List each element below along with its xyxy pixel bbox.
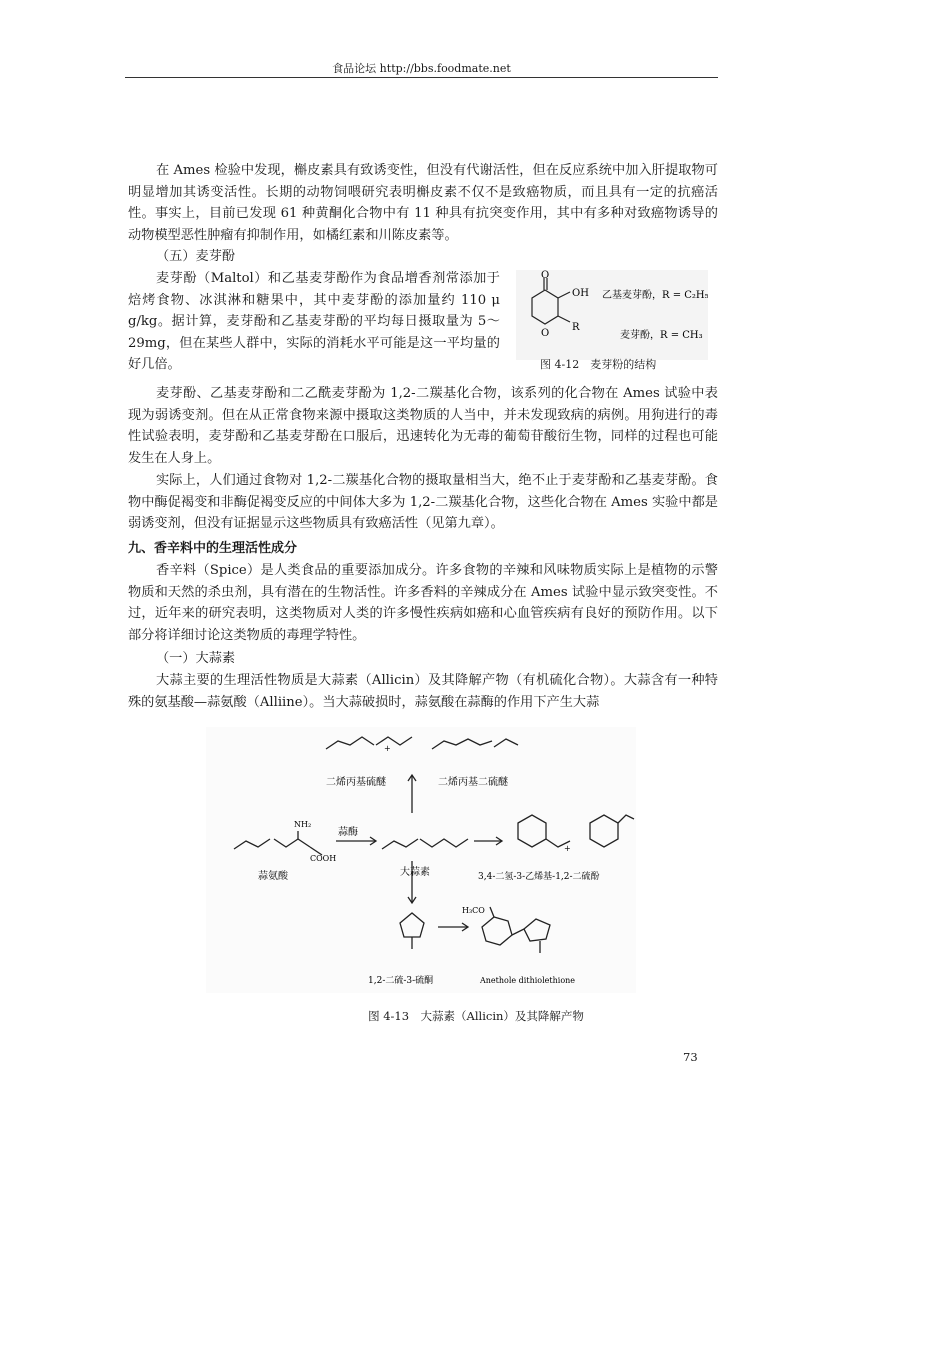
atom-ring-o: O xyxy=(541,328,550,339)
paragraph-maltol-intro: 麦芽酚（Maltol）和乙基麦芽酚作为食品增香剂常添加于焙烤食物、冰淇淋和糖果中，其中麦芽酚的添加量约 110 μ g/kg。据计算，麦芽酚和乙基麦芽酚的平均每日摄取量为 5～29mg，但在某些人群中，实际的消耗水平可能是这一平均量的好几倍。 xyxy=(128,271,500,372)
label-diallyl-sulfide: 二烯丙基硫醚 xyxy=(326,777,386,788)
heading-garlic: （一）大蒜素 xyxy=(156,651,236,666)
paragraph-quercetin: 在 Ames 检验中发现，槲皮素具有致诱变性，但没有代谢活性，但在反应系统中加入肝提取物可明显增加其诱变活性。长期的动物饲喂研究表明槲皮素不仅不是致癌物质，而且具有一定的抗癌活性。事实上，目前已发现 61 种黄酮化合物中有 11 种具有抗突变作用，其中有多种对致癌物诱导的动物模型恶性肿瘤有抑制作用，如橘红素和川陈皮素等。 xyxy=(128,163,718,243)
figure-4-13-caption: 图 4-13 大蒜素（Allicin）及其降解产物 xyxy=(368,1009,584,1023)
paragraph-dicarbonyl: 实际上，人们通过食物对 1,2-二羰基化合物的摄取量相当大，绝不止于麦芽酚和乙基麦芽酚。食物中酶促褐变和非酶促褐变反应的中间体大多为 1,2-二羰基化合物，这些化合物在 Ames 实验中都是弱诱变剂，但没有证据显示这些物质具有致癌活性（见第九章）。 xyxy=(128,473,718,531)
header-rule xyxy=(125,77,718,78)
label-alliin: 蒜氨酸 xyxy=(258,871,288,882)
heading-maltol: （五）麦芽酚 xyxy=(156,249,236,264)
paragraph-garlic: 大蒜主要的生理活性物质是大蒜素（Allicin）及其降解产物（有机硫化合物）。大蒜含有一种特殊的氨基酸—蒜氨酸（Alliine）。当大蒜破损时，蒜氨酸在蒜酶的作用下产生大蒜 xyxy=(128,673,718,710)
label-anethole-dithiolethione: Anethole dithiolethione xyxy=(480,976,576,985)
plus-sign-1: + xyxy=(384,744,391,753)
paragraph-maltol-ames: 麦芽酚、乙基麦芽酚和二乙酰麦芽酚为 1,2-二羰基化合物，该系列的化合物在 Ames 试验中表现为弱诱变剂。但在从正常食物来源中摄取这类物质的人当中，并未发现致病的病例。用狗进行的毒性试验表明，麦芽酚和乙基麦芽酚在口服后，迅速转化为无毒的葡萄苷酸衍生物，同样的过程也可能发生在人身上。 xyxy=(128,386,718,466)
atom-oh: OH xyxy=(572,288,589,299)
page-number: 73 xyxy=(683,1050,698,1064)
label-allicin: 大蒜素 xyxy=(400,867,430,878)
page-header: 食品论坛 http://bbs.foodmate.net xyxy=(332,62,511,75)
atom-h3co: H₃CO xyxy=(462,906,485,915)
plus-sign-2: + xyxy=(564,844,571,853)
heading-spice: 九、香辛料中的生理活性成分 xyxy=(128,541,298,556)
label-enzyme: 蒜酶 xyxy=(338,827,358,838)
atom-nh2: NH₂ xyxy=(294,820,312,829)
figure-allicin-degradation xyxy=(206,727,636,993)
label-diallyl-disulfide: 二烯丙基二硫醚 xyxy=(438,777,508,788)
label-dithiole-thione: 1,2-二硫-3-硫酮 xyxy=(368,976,434,986)
label-maltol: 麦芽酚，R = CH₃ xyxy=(620,330,703,341)
paragraph-spice: 香辛料（Spice）是人类食品的重要添加成分。许多食物的辛辣和风味物质实际上是植物的示警物质和天然的杀虫剂，具有潜在的生物活性。许多香料的辛辣成分在 Ames 试验中显示致突变性。不过，近年来的研究表明，这类物质对人类的许多慢性疾病如癌和心血管疾病有良好的预防作用。以下部分将详细讨论这类物质的毒理学特性。 xyxy=(128,563,718,643)
figure-maltol-structure xyxy=(516,270,708,360)
atom-r: R xyxy=(572,322,580,333)
figure-4-12-caption: 图 4-12 麦芽粉的结构 xyxy=(540,358,657,371)
label-ethyl-maltol: 乙基麦芽酚，R = C₂H₅ xyxy=(602,290,708,301)
atom-cooh: COOH xyxy=(310,854,337,863)
atom-o: O xyxy=(541,270,550,281)
label-vinyldithiin: 3,4-二氢-3-乙烯基-1,2-二硫酚 xyxy=(478,872,600,882)
